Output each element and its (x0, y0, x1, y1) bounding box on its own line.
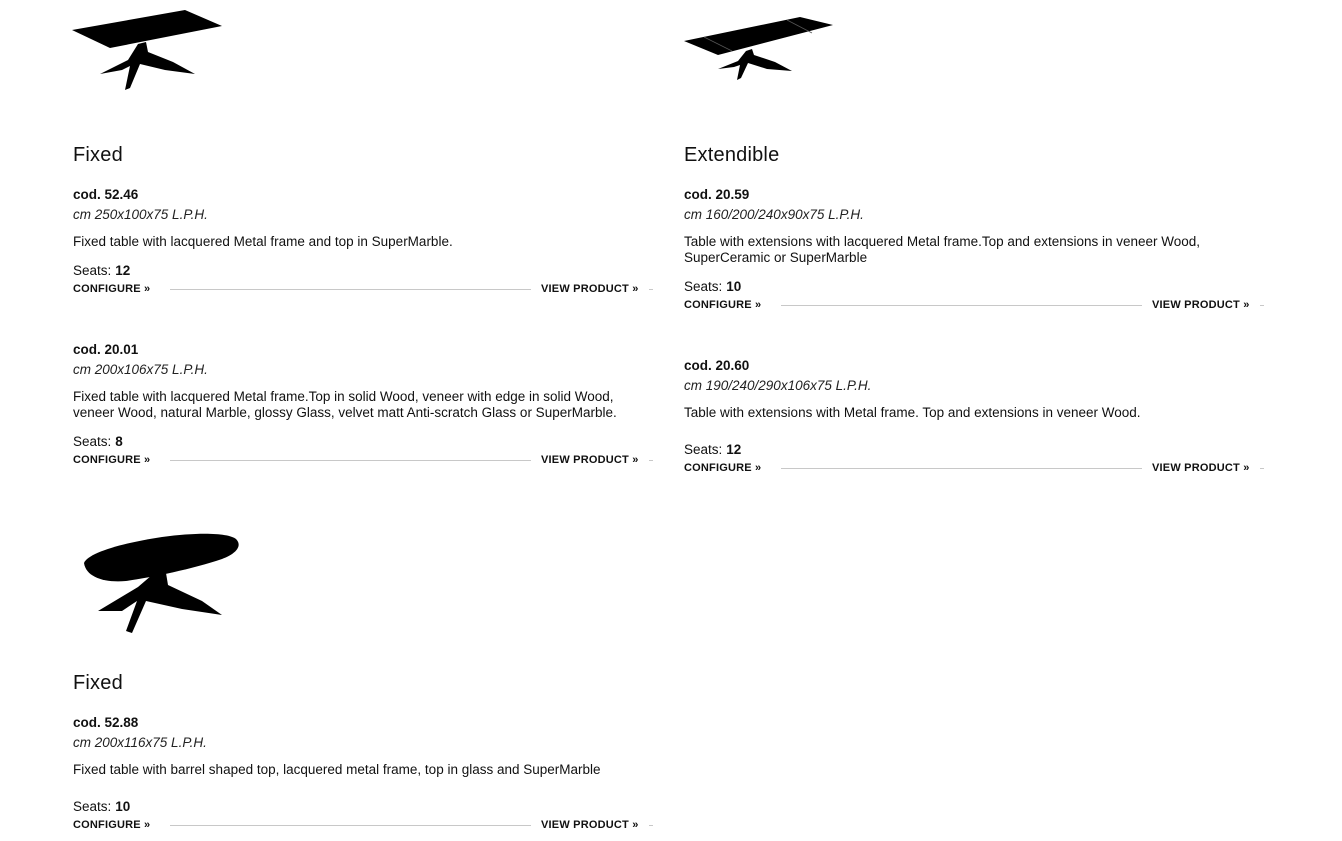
extendible-table-silhouette-icon (682, 15, 837, 83)
product-code: cod. 20.60 (684, 358, 750, 373)
divider (1260, 468, 1264, 469)
product-card (684, 187, 1264, 312)
product-actions (73, 282, 653, 296)
product-description: Table with extensions with Metal frame. Top and extensions in veneer Wood. (684, 405, 1141, 420)
divider (170, 289, 531, 290)
configure-link[interactable]: CONFIGURE » (73, 283, 151, 295)
product-card (73, 187, 653, 296)
seats-value: 12 (115, 263, 131, 278)
divider (170, 825, 531, 826)
product-description: Fixed table with lacquered Metal frame.Top in solid Wood, veneer with edge in solid Wood, veneer Wood, natural Marble, glossy Glass, velvet matt Anti-scratch Glass or SuperMarble. (73, 389, 617, 420)
product-dimensions: cm 190/240/290x106x75 L.P.H. (684, 378, 872, 393)
configure-link[interactable]: CONFIGURE » (684, 299, 762, 311)
product-description: Fixed table with lacquered Metal frame and top in SuperMarble. (73, 234, 453, 249)
product-card (684, 358, 1264, 475)
configure-link[interactable]: CONFIGURE » (684, 462, 762, 474)
seats-value: 8 (115, 434, 123, 449)
configure-link[interactable]: CONFIGURE » (73, 454, 151, 466)
seats-label: Seats: (73, 799, 112, 814)
section-title-fixed: Fixed (73, 672, 123, 694)
product-actions (684, 298, 1264, 312)
seats-label: Seats: (73, 263, 112, 278)
divider (649, 460, 653, 461)
divider (170, 460, 531, 461)
divider (781, 305, 1142, 306)
product-code: cod. 52.46 (73, 187, 139, 202)
rectangular-table-silhouette-icon (70, 8, 225, 93)
view-product-link[interactable]: VIEW PRODUCT » (541, 454, 639, 466)
divider (649, 825, 653, 826)
product-actions (684, 461, 1264, 475)
product-dimensions: cm 250x100x75 L.P.H. (73, 207, 208, 222)
seats-value: 12 (726, 442, 742, 457)
product-card (73, 342, 653, 467)
barrel-table-silhouette-icon (82, 531, 244, 635)
view-product-link[interactable]: VIEW PRODUCT » (541, 819, 639, 831)
product-code: cod. 20.59 (684, 187, 750, 202)
seats-label: Seats: (73, 434, 112, 449)
product-card (73, 715, 653, 832)
product-dimensions: cm 160/200/240x90x75 L.P.H. (684, 207, 864, 222)
product-description: Fixed table with barrel shaped top, lacquered metal frame, top in glass and SuperMarble (73, 762, 601, 777)
divider (781, 468, 1142, 469)
product-description: Table with extensions with lacquered Metal frame.Top and extensions in veneer Wood, SuperCeramic or SuperMarble (684, 234, 1201, 265)
product-actions (73, 818, 653, 832)
product-seats (73, 799, 653, 815)
product-code: cod. 20.01 (73, 342, 139, 357)
section-title-extendible: Extendible (684, 144, 780, 166)
section-title-fixed: Fixed (73, 144, 123, 166)
view-product-link[interactable]: VIEW PRODUCT » (1152, 299, 1250, 311)
product-seats (684, 279, 1264, 295)
product-dimensions: cm 200x106x75 L.P.H. (73, 362, 208, 377)
product-seats (73, 434, 653, 450)
divider (1260, 305, 1264, 306)
configure-link[interactable]: CONFIGURE » (73, 819, 151, 831)
product-actions (73, 453, 653, 467)
divider (649, 289, 653, 290)
product-code: cod. 52.88 (73, 715, 139, 730)
product-dimensions: cm 200x116x75 L.P.H. (73, 735, 207, 750)
view-product-link[interactable]: VIEW PRODUCT » (541, 283, 639, 295)
seats-value: 10 (115, 799, 131, 814)
seats-label: Seats: (684, 442, 723, 457)
product-seats (73, 263, 653, 279)
seats-value: 10 (726, 279, 742, 294)
seats-label: Seats: (684, 279, 723, 294)
product-seats (684, 442, 1264, 458)
view-product-link[interactable]: VIEW PRODUCT » (1152, 462, 1250, 474)
